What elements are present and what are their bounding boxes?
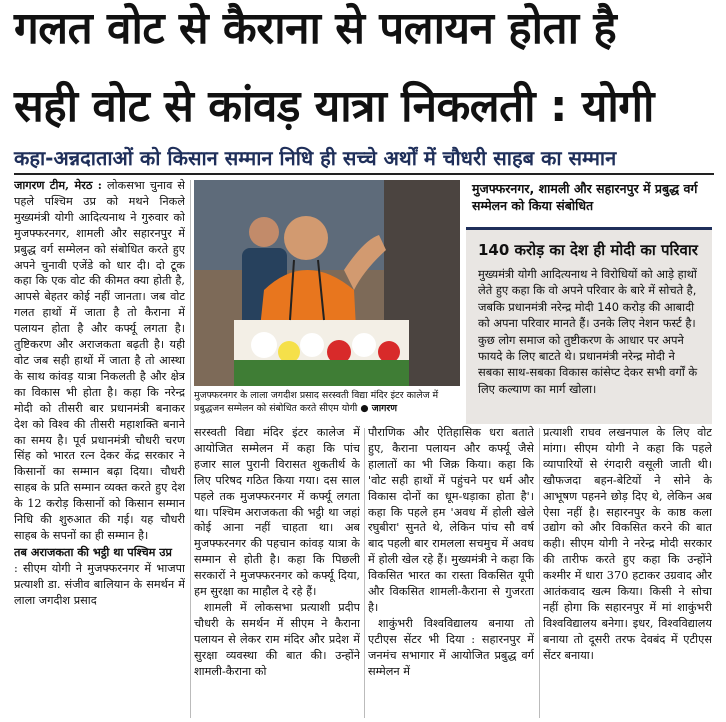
column-divider-1 [190, 180, 191, 718]
photo-credit: ● जागरण [360, 403, 398, 414]
photo-caption [194, 389, 464, 415]
column-1-subhead: तब अराजकता की भट्ठी था पश्चिम उप्र [14, 544, 172, 559]
column-divider-2 [364, 428, 365, 718]
article-column-4 [543, 425, 712, 718]
sidebar-box [466, 227, 712, 424]
article-column-1 [14, 178, 185, 718]
sidebar-box-text: मुख्यमंत्री योगी आदित्यनाथ ने विरोधियों को आड़े हाथों लेते हुए कहा कि वो अपने परिवार के बारे में सोचते है, जबकि प्रधानमंत्री नरेन्द्र मोदी 140 करोड़ की आबादी को अपना परिवार मानते हैं। उनके लिए नेशन फर्स्ट है। कुछ लोग समाज को तुष्टीकरण के आधार पर अपने फायदे के लिए बाटते थे। प्रधानमंत्री नरेन्द्र मोदी ने सबका साथ-सबका विकास कांसेप्ट देकर सभी वर्गों के लिए कल्याण का मार्ग खोला। [478, 267, 698, 396]
photo-credit-text: जागरण [371, 403, 398, 414]
article-column-2 [194, 425, 360, 718]
column-4-paragraph-1: प्रत्याशी राघव लखनपाल के लिए वोट मांगा। सीएम योगी ने कहा कि पहले व्यापारियों से रंगदारी वसूली जाती थी। खौफजदा बहन-बेटियों ने सोने के आभूषण पहनने छोड़ दिए थे, लेकिन अब ऐसा नहीं है। सहारनपुर के काष्ठ कला उद्योग को और विकसित करने की बात कही। सीएम योगी ने नरेन्द्र मोदी सरकार की तारीफ करते हुए कहा कि उन्होंने कश्मीर में धारा 370 हटाकर उग्रवाद और आतंकवाद खत्म किया। किसी ने सोचा नहीं होगा कि सहारनपुर में मां शाकुंभरी विश्वविद्यालय बनेगा। इधर, विश्वविद्यालय बनाया तो दूसरी तरफ देवबंद में एटीएस सेंटर बनाया। [543, 426, 712, 662]
headline-divider [14, 173, 714, 175]
sidebar-kicker: मुजफ्फरनगर, शामली और सहारनपुर में प्रबुद्ध वर्ग सम्मेलन को किया संबोधित [472, 181, 698, 213]
photo-illustration [194, 180, 460, 386]
dateline: जागरण टीम, मेरठ : [14, 178, 102, 192]
headline-line-2: सही वोट से कांवड़ यात्रा निकलती : योगी [14, 81, 654, 132]
headline-line-1: गलत वोट से कैराना से पलायन होता है [14, 3, 617, 54]
sidebar-box-title: 140 करोड़ का देश ही मोदी का परिवार [478, 241, 698, 259]
subheadline: कहा-अन्नदाताओं को किसान सम्मान निधि ही सच्चे अर्थों में चौधरी साहब का सम्मान [14, 146, 617, 170]
news-photo [194, 180, 460, 386]
photo-caption-text: मुजफ्फरनगर के लाला जगदीश प्रसाद सरस्वती विद्या मंदिर इंटर कालेज में प्रबुद्धजन सम्मेलन को संबोधित करते सीएम योगी [194, 390, 439, 414]
article-column-3 [368, 425, 534, 718]
column-2-paragraph-2: शामली में लोकसभा प्रत्याशी प्रदीप चौधरी के समर्थन में सीएम ने कैराना पलायन से लेकर राम मंदिर और प्रदेश में सुरक्षा व्यवस्था की बात की। उन्होंने शामली-कैराना को [194, 600, 360, 678]
column-divider-3 [539, 428, 540, 718]
column-1-paragraph-2: : सीएम योगी ने मुजफ्फरनगर में भाजपा प्रत्याशी डा. संजीव बालियान के समर्थन में लाला जगदीश प्रसाद [14, 561, 185, 607]
column-3-paragraph-2: शाकुंभरी विश्वविद्यालय बनाया तो एटीएस सेंटर भी दिया : सहारनपुर में जनमंच सभागार में आयोजित प्रबुद्ध वर्ग सम्मेलन में [368, 616, 534, 678]
column-1-paragraph-1: लोकसभा चुनाव से पहले पश्चिम उप्र को मथने निकले मुख्यमंत्री योगी आदित्यनाथ ने गुरुवार को मुजफ्फरनगर, शामली और सहारनपुर में प्रबुद्ध वर्ग सम्मेलन को संबोधित करते हुए अपने चुनावी एजेंडे को धार दी। दो टूक कहा कि एक वोट की कीमत क्या होती है, आपसे बेहतर कोई नहीं जानता। जब वोट गलत हाथों में जाता है तो कैराना में पलायन होता है और कर्फ्यू लगता है। तुष्टिकरण और अराजकता बढ़ती है। यही वोट जब सही हाथों में जाता है तो आस्था के साथ कांवड़ यात्रा निकलती है और क्षेत्र का विकास भी होता है। कहा कि नरेन्द्र मोदी को तीसरी बार प्रधानमंत्री बनाकर देश को विश्व की तीसरी महाशक्ति बनाने का समय है। पूर्व प्रधानमंत्री चौधरी चरण सिंह को भारत रत्न देकर केंद्र सरकार ने किसानों का सम्मान बढ़ा दिया। चौधरी साहब के प्रति सम्मान व्यक्त करते हुए देश के 12 करोड़ किसानों को किसान सम्मान निधि की शुरुआत की गई। यह चौधरी साहब के सपनों का ही सम्मान है। [14, 179, 185, 542]
column-2-paragraph-1: सरस्वती विद्या मंदिर इंटर कालेज में आयोजित सम्मेलन में कहा कि पांच हजार साल पुरानी विरासत शुकतीर्थ के लिए परिषद गठित किया गया। दस साल पहले तक मुजफ्फरनगर में कर्फ्यू लगता था। पश्चिम अराजकता की भट्ठी था जहां कोई आना नहीं चाहता था। अब मुजफ्फरनगर की पहचान कांवड़ यात्रा के सम्मान से होती है। कहा कि पिछली सरकारों ने मुजफ्फरनगर को कर्फ्यू दिया, हम सुरक्षा का माहौल दे रहे हैं। [194, 426, 360, 599]
column-3-paragraph-1: पौराणिक और ऐतिहासिक धरा बताते हुए, कैराना पलायन और कर्फ्यू जैसे हालातों का भी जिक्र किया। कहा कि 'वोट सही हाथों में पहुंचने पर धर्म और विकास दोनों का धूम-धड़ाका होता है'। कहा कि पहले हम 'अवध में होली खेले रघुबीरा' सुनते थे, लेकिन पांच सौ वर्ष बाद पहली बार रामलला सचमुच में अवध में होली खेल रहे हैं। मुख्यमंत्री ने कहा कि विकसित भारत का रास्ता विकसित यूपी और विकसित शामली-कैराना से गुजरता है। [368, 426, 534, 614]
